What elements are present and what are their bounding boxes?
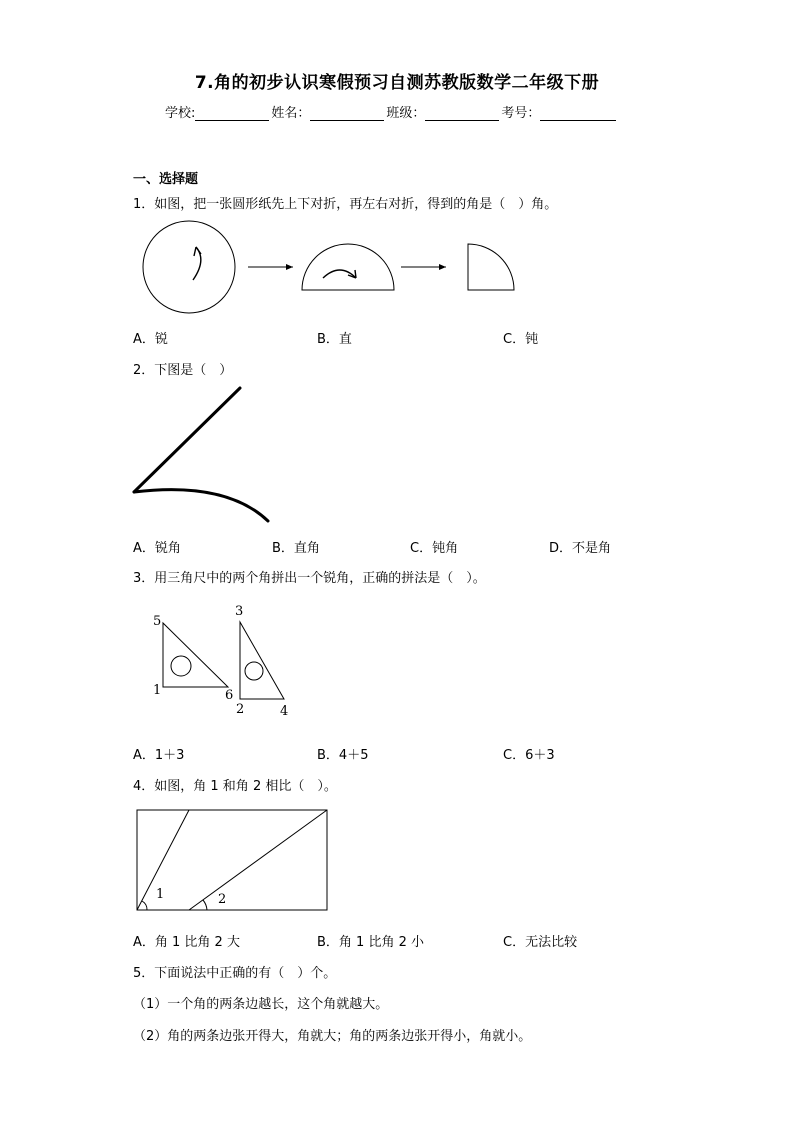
angle-label-5: 5: [153, 614, 162, 629]
number-label: 考号：: [501, 106, 541, 121]
q5-statement-1: （1）一个角的两条边越长，这个角就越大。: [133, 997, 389, 1012]
angle-2-arc: [203, 900, 207, 910]
q2-option-d[interactable]: D．不是角: [549, 541, 612, 556]
name-label: 姓名：: [271, 106, 311, 121]
angle-label-4: 4: [280, 704, 289, 719]
q4-option-c[interactable]: C．无法比较: [503, 935, 578, 950]
q2-option-b[interactable]: B．直角: [272, 541, 320, 556]
angle-label-1: 1: [153, 683, 162, 698]
q1-stem: 1．如图，把一张圆形纸先上下对折，再左右对折，得到的角是（ ）角。: [133, 197, 558, 212]
q4-rectangle: [137, 810, 327, 910]
angle-1-arc: [142, 901, 147, 910]
q3-stem: 3．用三角尺中的两个角拼出一个锐角，正确的拼法是（ ）。: [133, 571, 486, 586]
q2-option-a[interactable]: A．锐角: [133, 541, 181, 556]
section-heading: 一、选择题: [133, 172, 199, 187]
angle-label-6: 6: [225, 688, 234, 703]
q3-option-a[interactable]: A．1＋3: [133, 748, 185, 763]
q5-stem: 5．下面说法中正确的有（ ）个。: [133, 966, 337, 981]
angle-1-label: 1: [156, 887, 165, 902]
q1-option-b[interactable]: B．直: [317, 332, 352, 347]
angle-label-2: 2: [236, 702, 245, 717]
page-title: 7.角的初步认识寒假预习自测苏教版数学二年级下册: [194, 73, 600, 93]
q5-statement-2: （2）角的两条边张开得大，角就大；角的两条边张开得小，角就小。: [133, 1029, 532, 1044]
q3-option-b[interactable]: B．4＋5: [317, 748, 369, 763]
q4-ray-2: [189, 810, 327, 910]
class-label: 班级：: [386, 106, 426, 121]
q4-option-a[interactable]: A．角 1 比角 2 大: [133, 935, 240, 950]
q4-stem: 4．如图，角 1 和角 2 相比（ ）。: [133, 779, 337, 794]
q3-option-c[interactable]: C．6＋3: [503, 748, 555, 763]
q4-option-b[interactable]: B．角 1 比角 2 小: [317, 935, 424, 950]
school-label: 学校:: [165, 106, 196, 121]
angle-2-label: 2: [218, 892, 227, 907]
q2-option-c[interactable]: C．钝角: [410, 541, 459, 556]
angle-label-3: 3: [235, 604, 244, 619]
q2-stem: 2．下图是（ ）: [133, 363, 233, 378]
q1-option-c[interactable]: C．钝: [503, 332, 539, 347]
q1-option-a[interactable]: A．锐: [133, 332, 168, 347]
